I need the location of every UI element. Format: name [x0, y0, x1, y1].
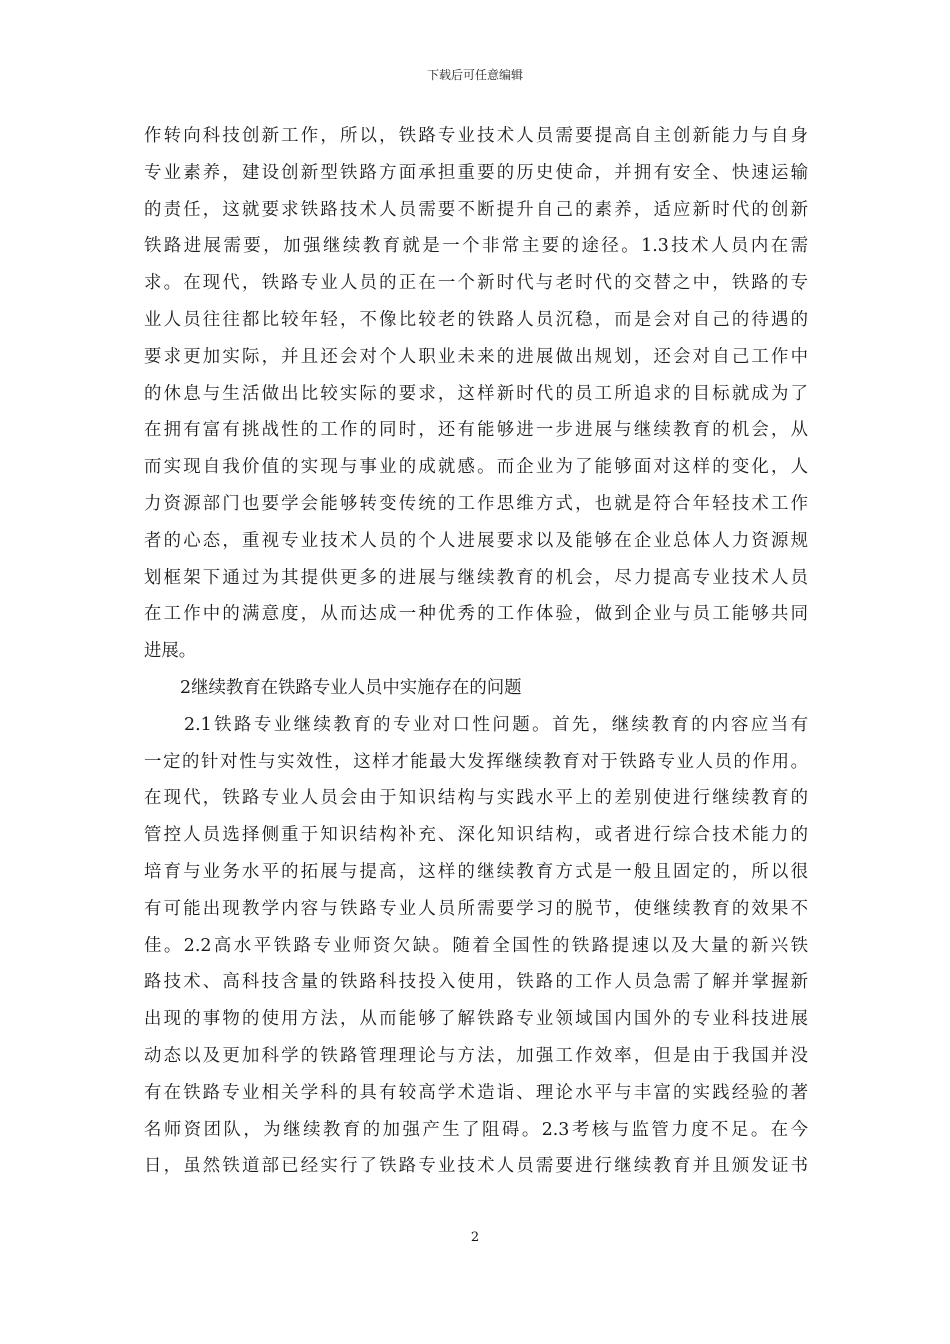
text-line: 的休息与生活做出比较实际的要求，这样新时代的员工所追求的目标就成为了 — [144, 383, 808, 404]
text-line: 要求更加实际，并且还会对个人职业未来的进展做出规划，还会对自己工作中 — [144, 346, 808, 367]
text-line: 在拥有富有挑战性的工作的同时，还有能够进一步进展与继续教育的机会，从 — [144, 420, 808, 441]
text-line: 作转向科技创新工作，所以，铁路专业技术人员需要提高自主创新能力与自身 — [144, 126, 808, 146]
text-line: 一定的针对性与实效性，这样才能最大发挥继续教育对于铁路专业人员的作用。 — [144, 751, 808, 772]
text-line: 的责任，这就要求铁路技术人员需要不断提升自己的素养，适应新时代的创新 — [144, 199, 808, 220]
text-line: 在工作中的满意度，从而达成一种优秀的工作体验，做到企业与员工能够共同 — [144, 604, 808, 625]
text-line: 者的心态，重视专业技术人员的个人进展要求以及能够在企业总体人力资源规 — [144, 530, 808, 551]
section-heading: 2继续教育在铁路专业人员中实施存在的问题 — [180, 677, 522, 698]
text-line: 而实现自我价值的实现与事业的成就感。而企业为了能够面对这样的变化，人 — [144, 457, 808, 478]
page-number: 2 — [470, 1230, 480, 1245]
page-header: 下载后可任意编辑 — [426, 68, 523, 82]
text-line: 有可能出现教学内容与铁路专业人员所需要学习的脱节，使继续教育的效果不 — [144, 898, 808, 919]
text-line: 佳。2.2高水平铁路专业师资欠缺。随着全国性的铁路提速以及大量的新兴铁 — [144, 935, 808, 956]
text-line: 名师资团队，为继续教育的加强产生了阻碍。2.3考核与监管力度不足。在今 — [144, 1119, 808, 1140]
text-line: 专业素养，建设创新型铁路方面承担重要的历史使命，并拥有安全、快速运输 — [144, 162, 808, 183]
text-line: 日，虽然铁道部已经实行了铁路专业技术人员需要进行继续教育并且颁发证书 — [144, 1156, 808, 1177]
text-line: 铁路进展需要，加强继续教育就是一个非常主要的途径。1.3技术人员内在需 — [144, 236, 808, 257]
text-line: 进展。 — [144, 641, 197, 662]
text-line: 求。在现代，铁路专业人员的正在一个新时代与老时代的交替之中，铁路的专 — [144, 273, 808, 294]
text-line: 培育与业务水平的拓展与提高，这样的继续教育方式是一般且固定的，所以很 — [144, 861, 808, 882]
text-line: 2.1铁路专业继续教育的专业对口性问题。首先，继续教育的内容应当有 — [184, 714, 808, 735]
document-body — [144, 118, 808, 1185]
text-line: 力资源部门也要学会能够转变传统的工作思维方式，也就是符合年轻技术工作 — [144, 493, 808, 514]
text-line: 管控人员选择侧重于知识结构补充、深化知识结构，或者进行综合技术能力的 — [144, 825, 808, 846]
text-line: 动态以及更加科学的铁路管理理论与方法，加强工作效率，但是由于我国并没 — [144, 1045, 808, 1066]
text-line: 在现代，铁路专业人员会由于知识结构与实践水平上的差别使进行继续教育的 — [144, 788, 808, 809]
text-line: 业人员往往都比较年轻，不像比较老的铁路人员沉稳，而是会对自己的待遇的 — [144, 309, 808, 330]
text-line: 出现的事物的使用方法，从而能够了解铁路专业领域国内国外的专业科技进展 — [144, 1009, 808, 1030]
text-line: 有在铁路专业相关学科的具有较高学术造诣、理论水平与丰富的实践经验的著 — [144, 1082, 808, 1103]
text-line: 路技术、高科技含量的铁路科技投入使用，铁路的工作人员急需了解并掌握新 — [144, 972, 808, 993]
text-line: 划框架下通过为其提供更多的进展与继续教育的机会，尽力提高专业技术人员 — [144, 567, 808, 588]
